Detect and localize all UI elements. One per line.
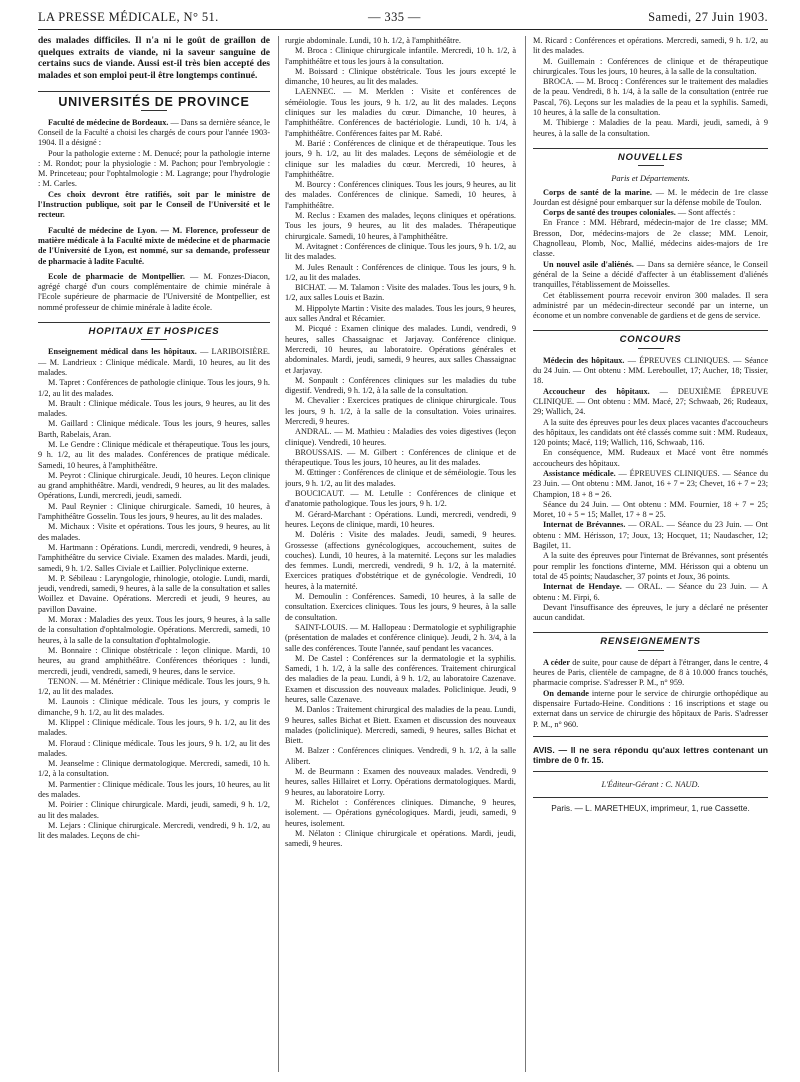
section-hopitaux xyxy=(38,322,270,340)
title-underline xyxy=(638,165,664,166)
news-text: — Sont affectés : xyxy=(675,208,736,218)
section-concours xyxy=(533,330,768,348)
concours-item xyxy=(533,469,768,500)
printer-line: Paris. — L. MARETHEUX, imprimeur, 1, rue Cassette. xyxy=(551,803,750,813)
listing-paragraph: M. Guillemain : Conférences de clinique et de thérapeutique chirurgicales. Tous les jours, 10 heures, à la salle de la consultation. xyxy=(533,56,768,76)
concours-item xyxy=(533,500,768,521)
listing-paragraph: M. Gérard-Marchant : Opérations. Lundi, mercredi, vendredi, 9 heures. Leçons de clinique, mardi, 10 heures. xyxy=(285,509,516,529)
section-renseignements xyxy=(533,632,768,650)
article-paragraph: Pour la pathologie externe : M. Denucé; pour la pathologie interne : M. Rondot; pour la physiologie : M. Pachon; pour l'embryologie : M. Princeteau; pour l'ophtalmologie : M. Lagrange; pour l'hydrologie : M. Carles. xyxy=(38,148,270,189)
news-text: — M. le médecin de 1re classe Jourdan est désigné pour embarquer sur la défense mobile de Toulon. xyxy=(533,187,768,207)
listing-paragraph: M. Richelot : Conférences cliniques. Dimanche, 9 heures, isolement. — Opérations gynécologiques. Mardi, jeudi, samedi, 9 heures, isolement. xyxy=(285,797,516,828)
ad-heading: A céder xyxy=(543,657,570,667)
concours-heading: Internat de Brévannes. xyxy=(543,520,626,530)
news-item xyxy=(533,291,768,322)
listing-paragraph: M. Launois : Clinique médicale. Tous les jours, y compris le dimanche, 9 h. 1/2, au lit des malades. xyxy=(38,697,270,717)
listing-paragraph: M. Paul Reynier : Clinique chirurgicale. Samedi, 10 heures, à l'amphithéâtre Gosselin. Tous les jours, 9 heures, au lit des malades. xyxy=(38,501,270,522)
listing-paragraph: M. Peyrot : Clinique chirurgicale. Jeudi, 10 heures. Leçon clinique au grand amphithéâtre. Mardi, vendredi, 9 heures, au lit des malades. Opérations, Lundi, mercredi, jeudi, samedi. xyxy=(38,470,270,501)
listing-paragraph: M. Hippolyte Martin : Visite des malades. Tous les jours, 9 heures, aux salles Andral et Récamier. xyxy=(285,303,516,324)
listing-paragraph: M. Lejars : Clinique chirurgicale. Mercredi, vendredi, 9 h. 1/2, au lit des malades. Leçons de chi- xyxy=(38,820,270,841)
listing-paragraph: M. Reclus : Examen des malades, leçons cliniques et opérations. Tous les jours, 9 heures, au lit des malades. Thérapeutique chirurgicale. Samedi, 10 heures, à l'amphithéâtre. xyxy=(285,211,516,241)
section-rule xyxy=(533,330,768,331)
listing-paragraph: M. Avitagnet : Conférences de clinique. Tous les jours, 9 h. 1/2, au lit des malades. xyxy=(285,241,516,262)
listing-paragraph: M. Picqué : Examen clinique des malades. Lundi, vendredi, 9 heures, salles Chassaignac et Jarjavay. Conférence clinique. Mercredi, 10 heures, au laboratoire. Opérations générales et abdominales. Mardi, jeudi, samedi, 9 heures, aux salles Chassaignac et Jarjavay. xyxy=(285,324,516,375)
concours-item xyxy=(533,387,768,418)
section-rule xyxy=(38,91,270,92)
concours-text: — ORAL. — Séance du 23 Juin. — Ont obtenu : MM. Hérisson, 17; Joux, 13; Hocquet, 11; Naudascher, 12; Bagilet, 11. xyxy=(533,520,768,551)
article-enseignement xyxy=(38,347,270,378)
article-montpellier xyxy=(38,272,270,313)
news-text: En France : MM. Hébrard, médecin-major de 1re classe; MM. Bresson, Dor, médecins-majors de 2e classe; MM. Lenoir, Chagnolleau, Plomb, Noc, Mallié, médecins aides-majors de 1re classe. xyxy=(533,218,768,259)
concours-item xyxy=(533,603,768,624)
article-text: — LARIBOISIÈRE. — M. Landrieux : Clinique médicale. Mardi, 10 heures, au lit des malades. xyxy=(38,347,270,377)
header-rule xyxy=(38,29,768,30)
concours-text: Devant l'insuffisance des épreuves, le jury a déclaré ne présenter aucun candidat. xyxy=(533,602,768,623)
concours-item xyxy=(533,551,768,582)
listing-paragraph: M. Œttinger : Conférences de clinique et de séméiologie. Tous les jours, 9 h. 1/2, au lit des malades. xyxy=(285,468,516,488)
column-1 xyxy=(38,36,270,1076)
listing-paragraph: LAENNEC. — M. Merklen : Visite et conférences de séméiologie. Tous les jours, 9 h. 1/2, au lit des malades. Leçons cliniques sur les maladies du cœur. Dimanche, 10 heures, à l'amphithéâtre. Conférences de bactériologie. Lundi, 10 h. 1/4, à l'amphithéâtre. Conférences faites par M. Rabé. xyxy=(285,87,516,138)
article-heading: Enseignement médical dans les hôpitaux. xyxy=(48,347,197,357)
listing-paragraph: M. De Castel : Conférences sur la dermatologie et la syphilis. Samedi, 1 h. 1/2, à la salle des conférences. Traitement chirurgical des maladies de la peau. Lundi, à 9 h. 1/2, au laboratoire Cazenave. Examen et discussion des nouveaux malades. Policlinique. Jeudi, 9 heures, salle Cazenave. xyxy=(285,653,516,704)
listing-paragraph: M. Ricard : Conférences et opérations. Mercredi, samedi, 9 h. 1/2, au lit des malades. xyxy=(533,36,768,56)
notice-rule xyxy=(533,736,768,737)
concours-item xyxy=(533,448,768,469)
ad-text: interne pour le service de chirurgie orthopédique au dispensaire Furtado-Heine. Conditions : 16 inscriptions et stage ou externat dans un service de chirurgie des hôpitaux de Paris. S'adresser P. M., n° 960. xyxy=(533,688,768,729)
footer-rule xyxy=(533,797,768,798)
listing-paragraph: M. Bonnaire : Clinique obstétricale : leçon clinique. Mardi, 10 heures, au grand amphithéâtre. Conférences théoriques : lundi, mercredi, jeudi, vendredi, samedi, 9 heures, dans le service. xyxy=(38,645,270,676)
news-heading: Corps de santé des troupes coloniales. xyxy=(543,208,676,218)
listing-paragraph: M. Gaillard : Clinique médicale. Tous les jours, 9 heures, salles Barth, Rabelais, Aran. xyxy=(38,419,270,439)
issue-date: Samedi, 27 Juin 1903. xyxy=(648,10,768,24)
listing-paragraph: BROCA. — M. Brocq : Conférences sur le traitement des maladies de la peau. Vendredi, 8 h. 1/4, à la salle de la consultation (entrée rue Pascal, 76). Leçons sur les maladies de la peau et la syphilis. Samedi, 10 heures, à la salle de la consultation. xyxy=(533,77,768,118)
news-heading: Corps de santé de la marine. xyxy=(543,187,652,197)
listing-paragraph: M. Bourcy : Conférences cliniques. Tous les jours, 9 heures, au lit des malades. Conférences de clinique. Samedi, 10 heures, à l'amphithéâtre. xyxy=(285,180,516,210)
listing-paragraph: M. Tapret : Conférences de pathologie clinique. Tous les jours, 9 h. 1/2, au lit des malades. xyxy=(38,378,270,398)
section-title: CONCOURS xyxy=(619,334,682,346)
title-underline xyxy=(141,339,167,340)
concours-text: En conséquence, MM. Rudeaux et Macé vont être nommés accoucheurs des hôpitaux. xyxy=(533,448,768,468)
listing-paragraph: M. Boissard : Clinique obstétricale. Tous les jours excepté le dimanche, 10 heures, au lit des malades. xyxy=(285,66,516,87)
editor-line: L'Éditeur-Gérant : C. NAUD. xyxy=(601,780,700,790)
listing-paragraph: ANDRAL. — M. Mathieu : Maladies des voies digestives (leçon clinique). Vendredi, 10 heures. xyxy=(285,427,516,447)
title-underline xyxy=(638,348,664,349)
listing-paragraph: M. Balzer : Conférences cliniques. Vendredi, 9 h. 1/2, à la salle Alibert. xyxy=(285,746,516,766)
concours-text: A la suite des épreuves pour les deux places vacantes d'accoucheurs des hôpitaux, les candidats ont été classés comme suit : MM. Rudeaux, 120 points; Macé, 119; Wallich, 116, Schwaab, 116. xyxy=(533,417,768,448)
page-header xyxy=(38,10,768,28)
concours-text: — ORAL. — Séance du 23 Juin. — A obtenu : M. Firpi, 6. xyxy=(533,582,768,602)
column-2 xyxy=(285,36,516,1076)
journal-title: LA PRESSE MÉDICALE, N° 51. xyxy=(38,10,219,24)
section-title: HOPITAUX ET HOSPICES xyxy=(88,326,220,338)
listing-paragraph: M. Nélaton : Clinique chirurgicale et opérations. Mardi, jeudi, samedi, 9 heures. xyxy=(285,828,516,849)
listing-paragraph: M. Brault : Clinique médicale. Tous les jours, 9 heures, au lit des malades. xyxy=(38,398,270,419)
section-universites xyxy=(38,91,270,110)
listing-paragraph: M. Le Gendre : Clinique médicale et thérapeutique. Tous les jours, 9 h. 1/2, au lit des malades. Conférences de pratique médicale. Samedi, 10 heures, à l'amphithéâtre. xyxy=(38,439,270,470)
news-text: Cet établissement pourra recevoir environ 300 malades. Il sera administré par un médecin-directeur secondé par un interne, un économe et un nombre convenable de gardiens et de gens de service. xyxy=(533,290,768,321)
listing-paragraph: M. Jules Renault : Conférences de clinique. Tous les jours, 9 h. 1/2, au lit des malades. xyxy=(285,262,516,282)
section-title: RENSEIGNEMENTS xyxy=(600,636,701,648)
section-title: NOUVELLES xyxy=(617,151,684,163)
article-heading: Faculté de médecine de Lyon. xyxy=(48,225,158,235)
footer-rule xyxy=(533,771,768,772)
concours-item xyxy=(533,520,768,551)
article-heading: Ecole de pharmacie de Montpellier. xyxy=(48,271,185,281)
listing-paragraph: M. Jeanselme : Clinique dermatologique. Mercredi, samedi, 10 h. 1/2, à la consultation. xyxy=(38,759,270,779)
listing-paragraph: M. Chevalier : Exercices pratiques de clinique chirurgicale. Tous les jours, 9 h. 1/2, à la salle de la consultation. Voies urinaires. Mercredi, 9 heures. xyxy=(285,396,516,426)
listing-paragraph: BROUSSAIS. — M. Gilbert : Conférences de clinique et de thérapeutique. Tous les jours, 10 heures, au lit des malades. xyxy=(285,447,516,468)
news-item xyxy=(533,260,768,291)
section-rule xyxy=(533,148,768,149)
listing-paragraph: M. Broca : Clinique chirurgicale infantile. Mercredi, 10 h. 1/2, à l'amphithéâtre et tous les jours à la consultation. xyxy=(285,46,516,66)
concours-heading: Accoucheur des hôpitaux. xyxy=(543,386,650,396)
concours-text: — ÉPREUVES CLINIQUES. — Séance du 23 Juin. — Ont obtenu : MM. Janot, 16 + 7 = 23; Chevet, 16 + 7 = 23; Champion, 18 + 8 = 26. xyxy=(533,468,768,499)
intro-paragraph: des malades difficiles. Il n'a ni le goût de graillon de quelques extraits de viande, ni la saveur sanguine de certains sucs de viande. Aussi est-il très bien accepté des malades et son emploi peut-il être longtemps continué. xyxy=(38,36,270,81)
concours-text: — ÉPREUVES CLINIQUES. — Séance du 24 Juin. — Ont obtenu : MM. Lereboullet, 17; Aucher, 18; Tissier, 18. xyxy=(533,355,768,386)
listing-paragraph: M. Morax : Maladies des yeux. Tous les jours, 9 heures, à la salle de la consultation d'ophtalmologie. Opérations. Mercredi, samedi, 10 heures, à la salle de la consultation d'ophtalmologie. xyxy=(38,615,270,645)
listing-paragraph: M. Poirier : Clinique chirurgicale. Mardi, jeudi, samedi, 9 h. 1/2, au lit des malades. xyxy=(38,800,270,820)
concours-heading: Assistance médicale. xyxy=(543,468,616,478)
listing-paragraph: M. P. Sébileau : Laryngologie, rhinologie, otologie. Lundi, mardi, jeudi, vendredi, samedi, 9 heures, à la salle de la consultation et salles Woillez et Davaine. Opérations. Mercredi et jeudi, 9 heures, au pavillon Davaine. xyxy=(38,573,270,614)
listing-paragraph: M. Parmentier : Clinique médicale. Tous les jours, 10 heures, au lit des malades. xyxy=(38,779,270,800)
listing-paragraph: M. de Beurmann : Examen des nouveaux malades. Vendredi, 9 heures, salles Hillairet et Lorry. Opérations dermatologiques. Mardi, 9 heures, au laboratoire Lorry. xyxy=(285,767,516,797)
ad-heading: On demande xyxy=(543,688,589,698)
ad-text: de suite, pour cause de départ à l'étranger, dans le centre, 4 heures de Paris, clientèle de campagne, de 8 à 10.000 francs touchés, pharmacie comprise. S'adresser P. M., n° 959. xyxy=(533,657,768,688)
concours-heading: Médecin des hôpitaux. xyxy=(543,355,625,365)
section-subtitle: Paris et Départements. xyxy=(611,173,690,184)
news-text: — Dans sa dernière séance, le Conseil général de la Seine a décidé d'affecter à un établissement d'aliénés tranquilles, l'établissement de Moisselles. xyxy=(533,259,768,290)
news-item xyxy=(533,218,768,259)
listing-paragraph: M. Barié : Conférences de clinique et de thérapeutique. Tous les jours, 9 h. 1/2, au lit des malades. Leçons de séméiologie et de clinique sur les maladies du cœur. Mercredi, 10 heures, à l'amphithéâtre. xyxy=(285,138,516,179)
column-3 xyxy=(533,36,768,1076)
avis-notice: AVIS. — Il ne sera répondu qu'aux lettres contenant un timbre de 0 fr. 15. xyxy=(533,744,768,766)
section-rule xyxy=(533,632,768,633)
news-item xyxy=(533,188,768,209)
column-divider xyxy=(278,36,279,1072)
article-text: — Dans sa dernière séance, le Conseil de la Faculté a choisi les chargés de cours pour l'année 1903-1904. Il a désigné : xyxy=(38,117,270,148)
article-text: — M. Florence, professeur de matière médicale à la Faculté mixte de médecine et de pharmacie de l'Université de Lyon, est nommé, sur sa demande, professeur de pharmacie à ladite Faculté. xyxy=(38,225,270,266)
concours-heading: Internat de Hendaye. xyxy=(543,582,622,592)
listing-paragraph: M. Michaux : Visite et opérations. Tous les jours, 9 heures, au lit des malades. xyxy=(38,522,270,542)
page-number: — 335 — xyxy=(368,10,421,24)
listing-paragraph: BICHAT. — M. Talamon : Visite des malades. Tous les jours, 9 h. 1/2, aux salles Louis et Bazin. xyxy=(285,283,516,303)
listing-paragraph: BOUCICAUT. — M. Letulle : Conférences de clinique et d'anatomie pathologique. Tous les jours, 9 h. 1/2. xyxy=(285,489,516,509)
section-nouvelles xyxy=(533,148,768,166)
listing-paragraph: rurgie abdominale. Lundi, 10 h. 1/2, à l'amphithéâtre. xyxy=(285,36,461,45)
concours-text: A la suite des épreuves pour l'internat de Brévannes, sont présentés pour remplir les fonctions d'interne, MM. Hérisson qui a obtenu un total de 45 points; Naudascher, 37 points et Joux, 36 points. xyxy=(533,551,768,581)
listing-paragraph: M. Doléris : Visite des malades. Jeudi, samedi, 9 heures. Grossesse (affections gynécologiques, accouchement, suites de couches). Lundi, 10 heures, à la maternité. Leçons sur les maladies des femmes. Lundi, mercredi, vendredi, 9 h. 1/2, à la maternité. Exercices pratiques d'obstétrique et de gynécologie. Vendredi, 10 heures, à la maternité. xyxy=(285,530,516,591)
concours-text: — DEUXIÈME ÉPREUVE CLINIQUE. — Ont obtenu : MM. Macé, 27; Schwaab, 26; Rudeaux, 29; Wallich, 24. xyxy=(533,386,768,417)
column-divider xyxy=(525,36,526,1072)
article-text: — M. Fonzes-Diacon, agrégé chargé d'un cours complémentaire de chimie minérale à l'Ecole supérieure de pharmacie de l'Université de Montpellier, est nommé professeur de chimie minérale à ladite école. xyxy=(38,271,270,312)
section-rule xyxy=(38,322,270,323)
listing-paragraph: M. Floraud : Clinique médicale. Tous les jours, 9 h. 1/2, au lit des malades. xyxy=(38,738,270,758)
listing-paragraph: M. Demoulin : Conférences. Samedi, 10 heures, à la salle de consultation. Exercices cliniques. Tous les jours, 9 heures, à la salle de consultation. xyxy=(285,592,516,622)
article-bordeaux xyxy=(38,118,270,149)
listing-paragraph: SAINT-LOUIS. — M. Hallopeau : Dermatologie et syphiligraphie (présentation de malades et conférence clinique). Jeudi, 2 h. 3/4, à la salle des conférences. Toute l'année, sauf pendant les vacances. xyxy=(285,622,516,653)
article-lyon xyxy=(38,226,270,267)
concours-item xyxy=(533,356,768,387)
concours-item xyxy=(533,582,768,603)
concours-text: Séance du 24 Juin. — Ont obtenu : MM. Fournier, 18 + 7 = 25; Moret, 10 + 5 = 15; Mallet, 17 + 8 = 25. xyxy=(533,499,768,520)
listing-paragraph: M. Thibierge : Maladies de la peau. Mardi, jeudi, samedi, à 9 heures, à la salle de la consultation. xyxy=(533,118,768,138)
news-heading: Un nouvel asile d'aliénés. xyxy=(543,259,634,269)
title-underline xyxy=(638,650,664,651)
listing-paragraph: M. Sonpault : Conférences cliniques sur les maladies du tube digestif. Vendredi, 9 h. 1/2, à la salle de la consultation. xyxy=(285,375,516,396)
concours-item xyxy=(533,418,768,449)
title-underline xyxy=(141,110,167,111)
classified-ad xyxy=(533,689,768,730)
listing-paragraph: M. Klippel : Clinique médicale. Tous les jours, 9 h. 1/2, au lit des malades. xyxy=(38,718,270,738)
listing-paragraph: M. Hartmann : Opérations. Lundi, mercredi, vendredi, 9 heures, à l'amphithéâtre du service Civiale. Examen des malades. Mardi, jeudi, samedi, 9 h. 1/2. Salles Civiale et Laillier. Polyclinique externe. xyxy=(38,542,270,573)
article-heading: Faculté de médecine de Bordeaux. xyxy=(48,117,169,127)
article-paragraph: Ces choix devront être ratifiés, soit par le ministre de l'Instruction publique, soit par le Conseil de l'Université et le recteur. xyxy=(38,189,270,220)
listing-paragraph: TENON. — M. Ménétrier : Clinique médicale. Tous les jours, 9 h. 1/2, au lit des malades. xyxy=(38,676,270,697)
listing-paragraph: M. Danlos : Traitement chirurgical des maladies de la peau. Lundi, 9 heures, salles Bichat et Biett. Examen et discussion des nouveaux malades (policlinique). Mercredi, samedi, 9 heures, salles Bichat et Biett. xyxy=(285,705,516,746)
section-title: UNIVERSITÉS DE PROVINCE xyxy=(58,95,250,110)
classified-ad xyxy=(533,658,768,689)
news-item xyxy=(533,208,768,218)
